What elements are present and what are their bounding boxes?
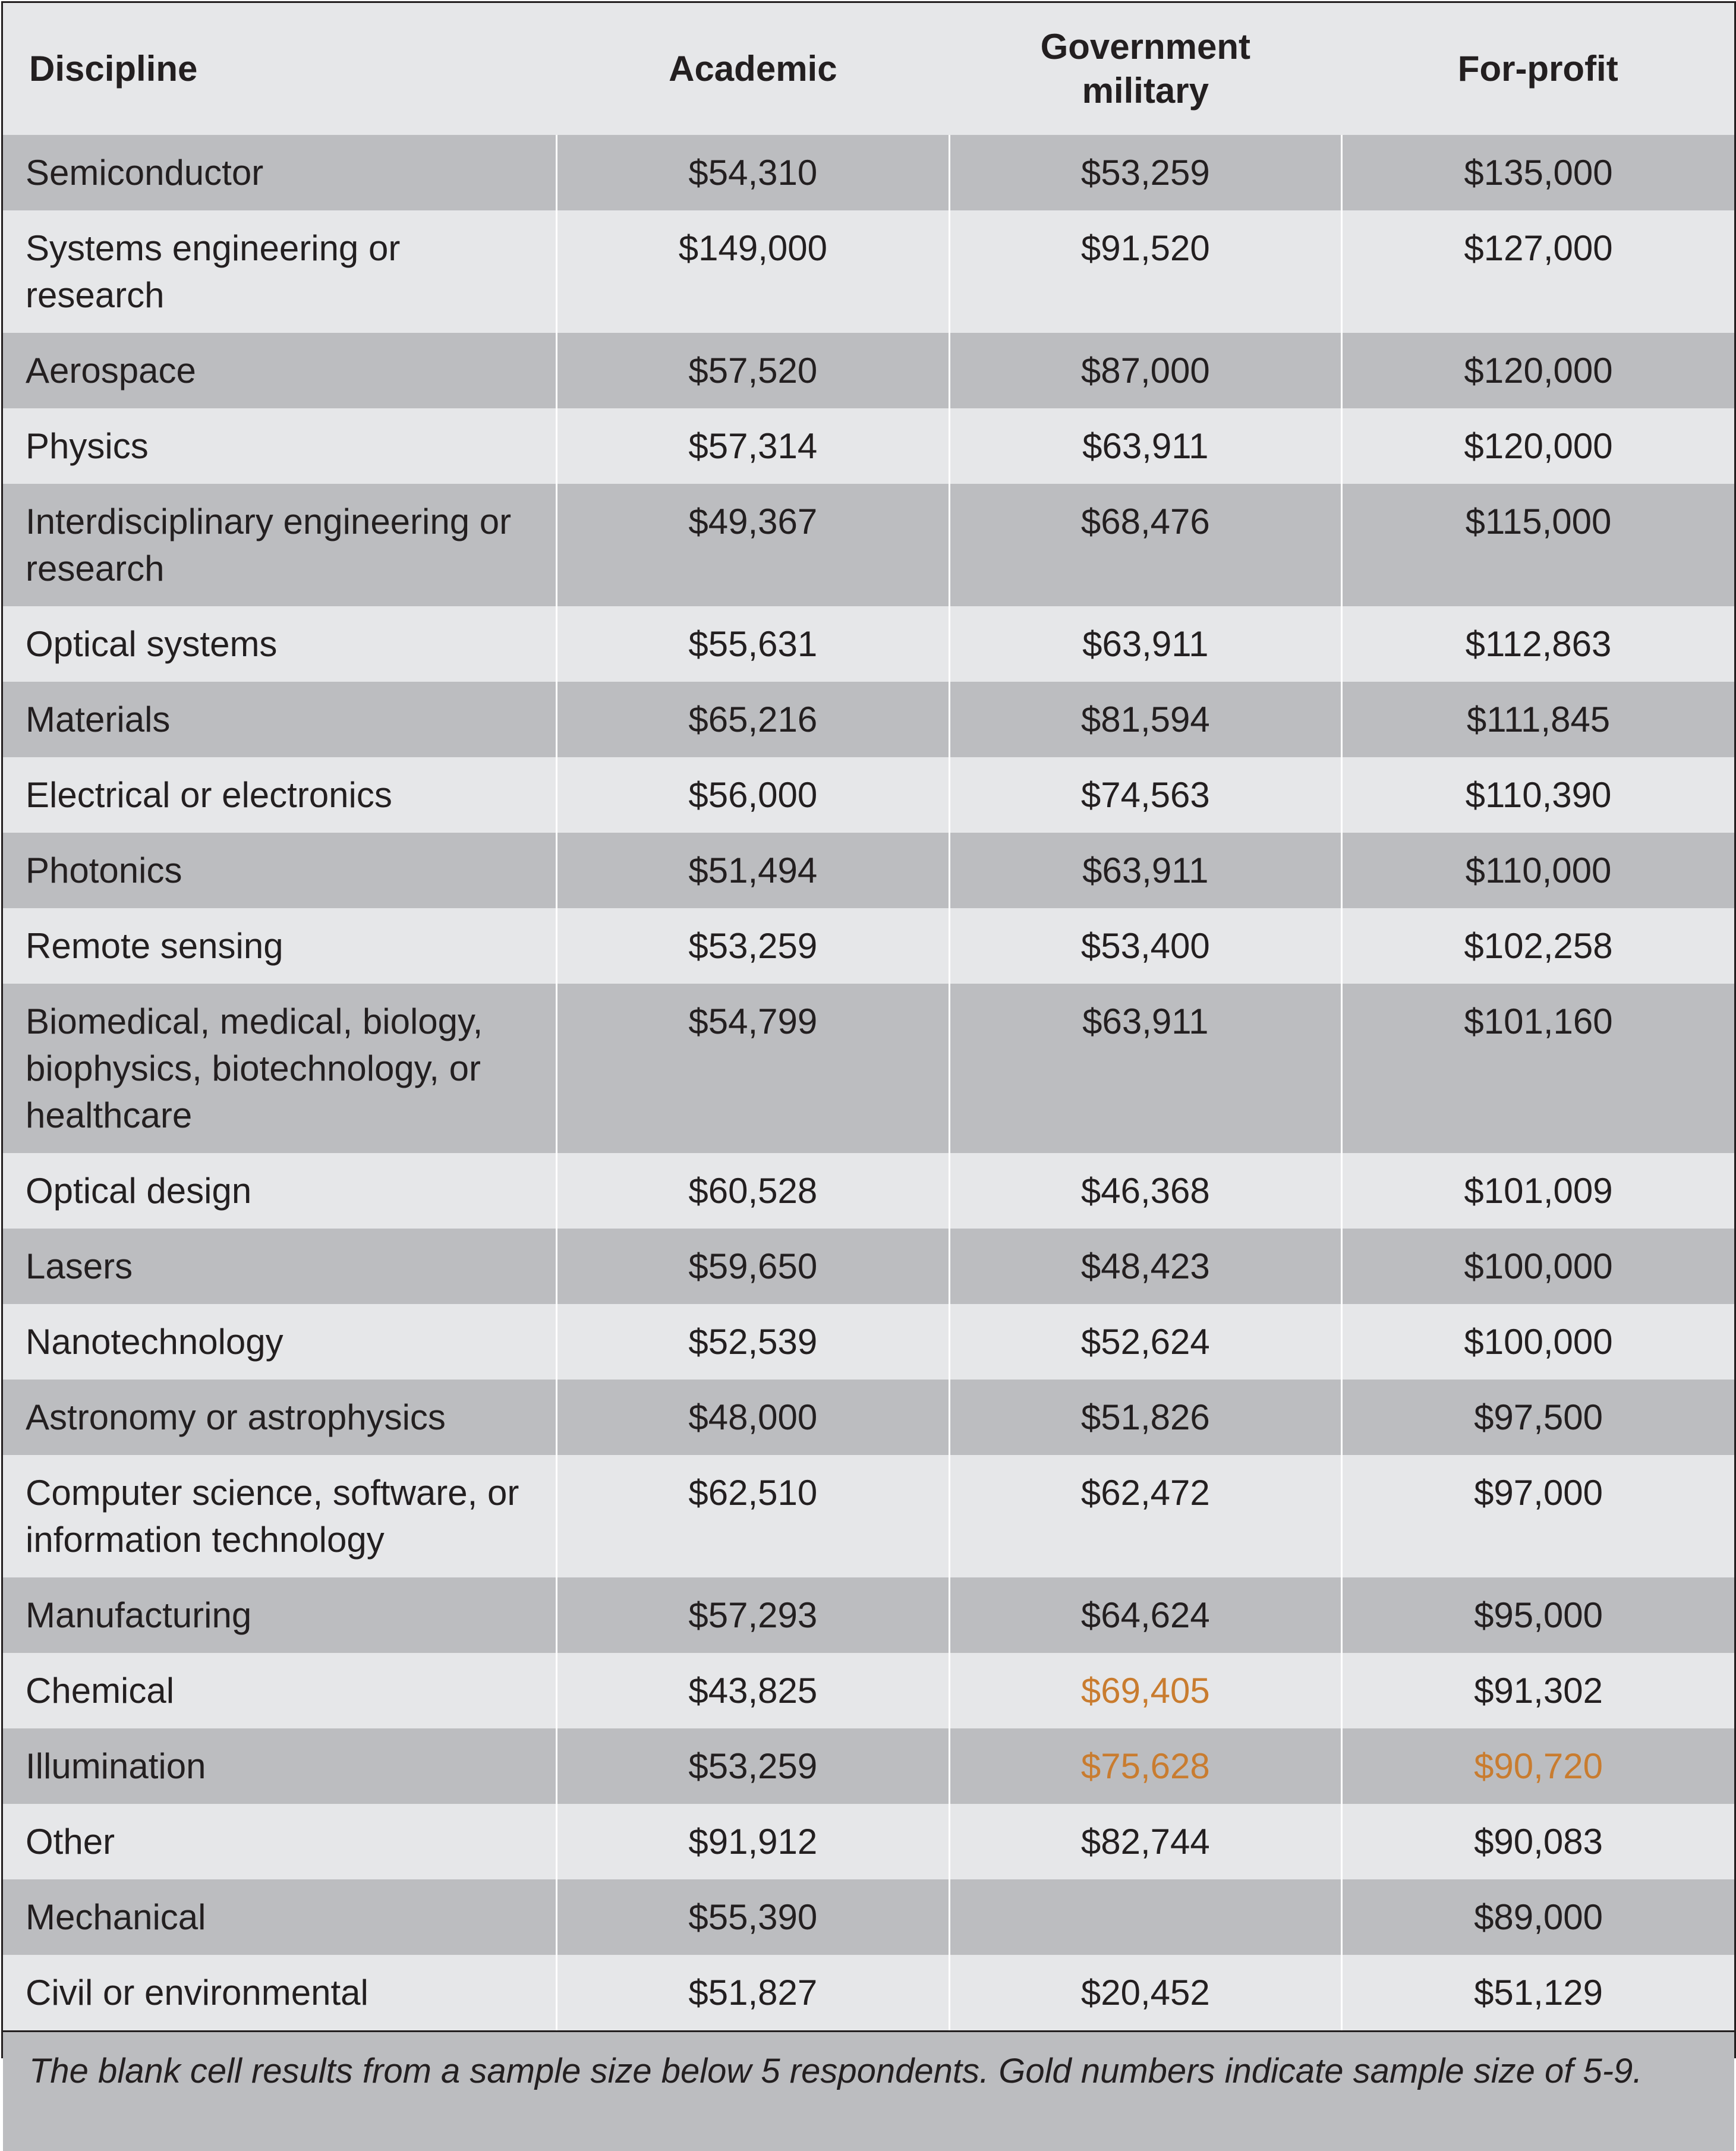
cell-government: $64,624 (949, 1577, 1341, 1653)
cell-forprofit: $115,000 (1342, 484, 1734, 606)
cell-academic: $62,510 (557, 1455, 949, 1577)
cell-forprofit: $111,845 (1342, 682, 1734, 757)
cell-discipline: Civil or environmental (3, 1955, 557, 2030)
cell-discipline: Mechanical (3, 1879, 557, 1955)
cell-government: $46,368 (949, 1153, 1341, 1229)
cell-government: $63,911 (949, 833, 1341, 908)
cell-discipline: Interdisciplinary engineering or research (3, 484, 557, 606)
cell-government: $75,628 (949, 1728, 1341, 1804)
cell-government (949, 1879, 1341, 1955)
table-header (3, 3, 1734, 135)
cell-forprofit: $110,000 (1342, 833, 1734, 908)
cell-discipline: Nanotechnology (3, 1304, 557, 1380)
cell-academic: $49,367 (557, 484, 949, 606)
header-government-line1: Government (1040, 27, 1251, 67)
table-row (3, 1955, 1734, 2030)
table-row (3, 408, 1734, 484)
cell-government: $52,624 (949, 1304, 1341, 1380)
header-discipline: Discipline (3, 3, 557, 135)
table-row (3, 682, 1734, 757)
table-row (3, 908, 1734, 984)
cell-forprofit: $112,863 (1342, 606, 1734, 682)
cell-academic: $56,000 (557, 757, 949, 833)
table-row (3, 833, 1734, 908)
cell-forprofit: $51,129 (1342, 1955, 1734, 2030)
table-row (3, 1304, 1734, 1380)
cell-forprofit: $102,258 (1342, 908, 1734, 984)
cell-forprofit: $100,000 (1342, 1229, 1734, 1304)
cell-forprofit: $101,009 (1342, 1153, 1734, 1229)
table-row (3, 1229, 1734, 1304)
table-row (3, 135, 1734, 210)
cell-academic: $52,539 (557, 1304, 949, 1380)
cell-discipline: Remote sensing (3, 908, 557, 984)
cell-forprofit: $89,000 (1342, 1879, 1734, 1955)
cell-forprofit: $90,083 (1342, 1804, 1734, 1879)
table-row (3, 210, 1734, 333)
table-row (3, 606, 1734, 682)
cell-forprofit: $91,302 (1342, 1653, 1734, 1728)
cell-academic: $53,259 (557, 908, 949, 984)
cell-government: $20,452 (949, 1955, 1341, 2030)
table-row (3, 1653, 1734, 1728)
cell-academic: $91,912 (557, 1804, 949, 1879)
cell-academic: $55,390 (557, 1879, 949, 1955)
cell-forprofit: $120,000 (1342, 408, 1734, 484)
salary-table (3, 3, 1734, 2030)
cell-government: $69,405 (949, 1653, 1341, 1728)
cell-discipline: Physics (3, 408, 557, 484)
cell-forprofit: $95,000 (1342, 1577, 1734, 1653)
cell-discipline: Lasers (3, 1229, 557, 1304)
cell-forprofit: $97,500 (1342, 1380, 1734, 1455)
cell-government: $48,423 (949, 1229, 1341, 1304)
salary-table-panel (1, 1, 1736, 2090)
cell-academic: $53,259 (557, 1728, 949, 1804)
header-government (949, 3, 1341, 135)
table-row (3, 1577, 1734, 1653)
cell-academic: $51,494 (557, 833, 949, 908)
cell-academic: $48,000 (557, 1380, 949, 1455)
cell-discipline: Computer science, software, or information technology (3, 1455, 557, 1577)
cell-forprofit: $90,720 (1342, 1728, 1734, 1804)
footnote: The blank cell results from a sample size below 5 respondents. Gold numbers indicate sample size of 5-9. (3, 2030, 1734, 2151)
cell-discipline: Semiconductor (3, 135, 557, 210)
cell-academic: $60,528 (557, 1153, 949, 1229)
table-row (3, 1380, 1734, 1455)
cell-academic: $43,825 (557, 1653, 949, 1728)
cell-government: $51,826 (949, 1380, 1341, 1455)
cell-academic: $54,799 (557, 984, 949, 1153)
cell-academic: $149,000 (557, 210, 949, 333)
cell-discipline: Illumination (3, 1728, 557, 1804)
cell-government: $63,911 (949, 606, 1341, 682)
cell-academic: $57,293 (557, 1577, 949, 1653)
cell-discipline: Manufacturing (3, 1577, 557, 1653)
table-row (3, 1728, 1734, 1804)
cell-government: $82,744 (949, 1804, 1341, 1879)
cell-government: $53,400 (949, 908, 1341, 984)
header-government-line2: military (1082, 71, 1209, 111)
cell-discipline: Optical design (3, 1153, 557, 1229)
table-row (3, 1804, 1734, 1879)
cell-forprofit: $120,000 (1342, 333, 1734, 408)
cell-government: $63,911 (949, 984, 1341, 1153)
cell-forprofit: $110,390 (1342, 757, 1734, 833)
cell-academic: $54,310 (557, 135, 949, 210)
header-academic: Academic (557, 3, 949, 135)
table-row (3, 984, 1734, 1153)
table-row (3, 1879, 1734, 1955)
cell-discipline: Systems engineering or research (3, 210, 557, 333)
cell-discipline: Electrical or electronics (3, 757, 557, 833)
table-row (3, 484, 1734, 606)
cell-forprofit: $101,160 (1342, 984, 1734, 1153)
cell-government: $81,594 (949, 682, 1341, 757)
cell-forprofit: $97,000 (1342, 1455, 1734, 1577)
cell-government: $62,472 (949, 1455, 1341, 1577)
table-row (3, 333, 1734, 408)
cell-academic: $65,216 (557, 682, 949, 757)
cell-academic: $55,631 (557, 606, 949, 682)
cell-discipline: Aerospace (3, 333, 557, 408)
table-row (3, 1153, 1734, 1229)
cell-government: $74,563 (949, 757, 1341, 833)
cell-government: $63,911 (949, 408, 1341, 484)
table-row (3, 1455, 1734, 1577)
header-forprofit: For-profit (1342, 3, 1734, 135)
cell-government: $87,000 (949, 333, 1341, 408)
table-row (3, 757, 1734, 833)
cell-discipline: Photonics (3, 833, 557, 908)
cell-academic: $57,520 (557, 333, 949, 408)
cell-government: $53,259 (949, 135, 1341, 210)
cell-discipline: Other (3, 1804, 557, 1879)
cell-discipline: Astronomy or astrophysics (3, 1380, 557, 1455)
cell-discipline: Chemical (3, 1653, 557, 1728)
cell-forprofit: $100,000 (1342, 1304, 1734, 1380)
cell-academic: $51,827 (557, 1955, 949, 2030)
cell-forprofit: $135,000 (1342, 135, 1734, 210)
cell-forprofit: $127,000 (1342, 210, 1734, 333)
cell-academic: $57,314 (557, 408, 949, 484)
cell-discipline: Materials (3, 682, 557, 757)
cell-discipline: Optical systems (3, 606, 557, 682)
cell-government: $91,520 (949, 210, 1341, 333)
cell-discipline: Biomedical, medical, biology, biophysics, biotechnology, or healthcare (3, 984, 557, 1153)
table-body (3, 135, 1734, 2030)
cell-academic: $59,650 (557, 1229, 949, 1304)
cell-government: $68,476 (949, 484, 1341, 606)
